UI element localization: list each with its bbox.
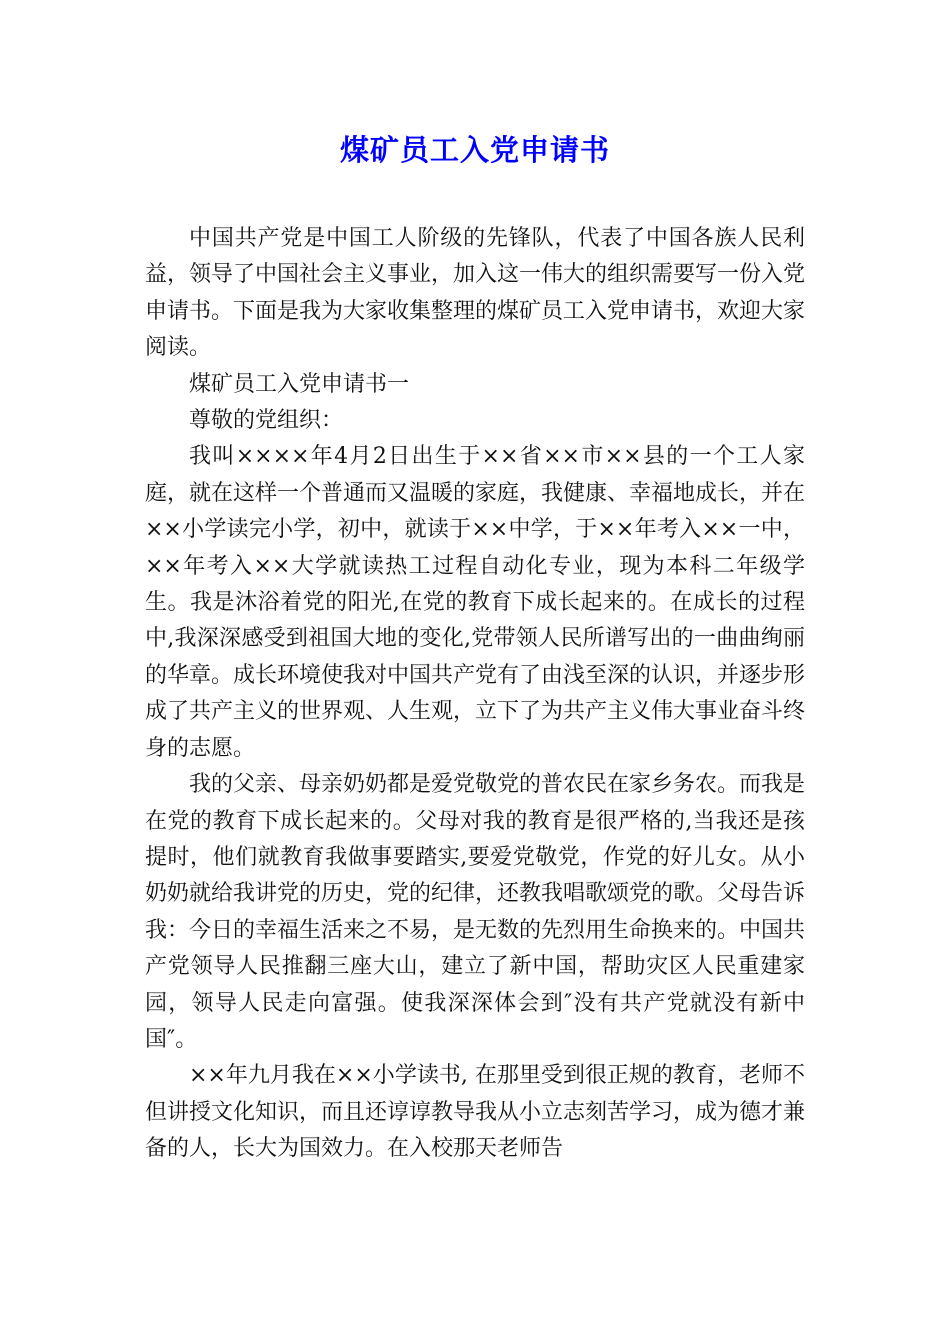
paragraph-school: ××年九月我在××小学读书, 在那里受到很正规的教育，老师不但讲授文化知识，而且还谆谆教导我从小立志刻苦学习，成为德才兼备的人，长大为国效力。在入校那天老师告 [145, 1063, 806, 1162]
section-heading: 煤矿员工入党申请书一 [189, 371, 410, 397]
document-title: 煤矿员工入党申请书 [339, 133, 610, 167]
paragraph-background: 我叫××××年4月2日出生于××省××市××县的一个工人家庭，就在这样一个普通而又温暖的家庭，我健康、幸福地成长，并在××小学读完小学，初中，就读于××中学，于××年考入××一中，××年考入××大学就读热工过程自动化专业，现为本科二年级学生。我是沐浴着党的阳光,在党的教育下成长起来的。在成长的过程中,我深深感受到祖国大地的变化,党带领人民所谱写出的一曲曲绚丽的华章。成长环境使我对中国共产党有了由浅至深的认识，并逐步形成了共产主义的世界观、人生观，立下了为共产主义伟大事业奋斗终身的志愿。 [145, 444, 806, 761]
document-body [145, 221, 805, 1168]
paragraph-family: 我的父亲、母亲奶奶都是爱党敬党的普农民在家乡务农。而我是在党的教育下成长起来的。父母对我的教育是很严格的,当我还是孩提时，他们就教育我做事要踏实,要爱党敬党，作党的好儿女。从小奶奶就给我讲党的历史，党的纪律，还教我唱歌颂党的歌。父母告诉我：今日的幸福生活来之不易，是无数的先烈用生命换来的。中国共产党领导人民推翻三座大山，建立了新中国，帮助灾区人民重建家园，领导人民走向富强。使我深深体会到″没有共产党就没有新中国″。 [145, 772, 806, 1052]
salutation: 尊敬的党组织： [189, 408, 344, 434]
paragraph-intro: 中国共产党是中国工人阶级的先锋队，代表了中国各族人民利益，领导了中国社会主义事业，加入这一伟大的组织需要写一份入党申请书。下面是我为大家收集整理的煤矿员工入党申请书，欢迎大家阅读。 [145, 226, 806, 361]
